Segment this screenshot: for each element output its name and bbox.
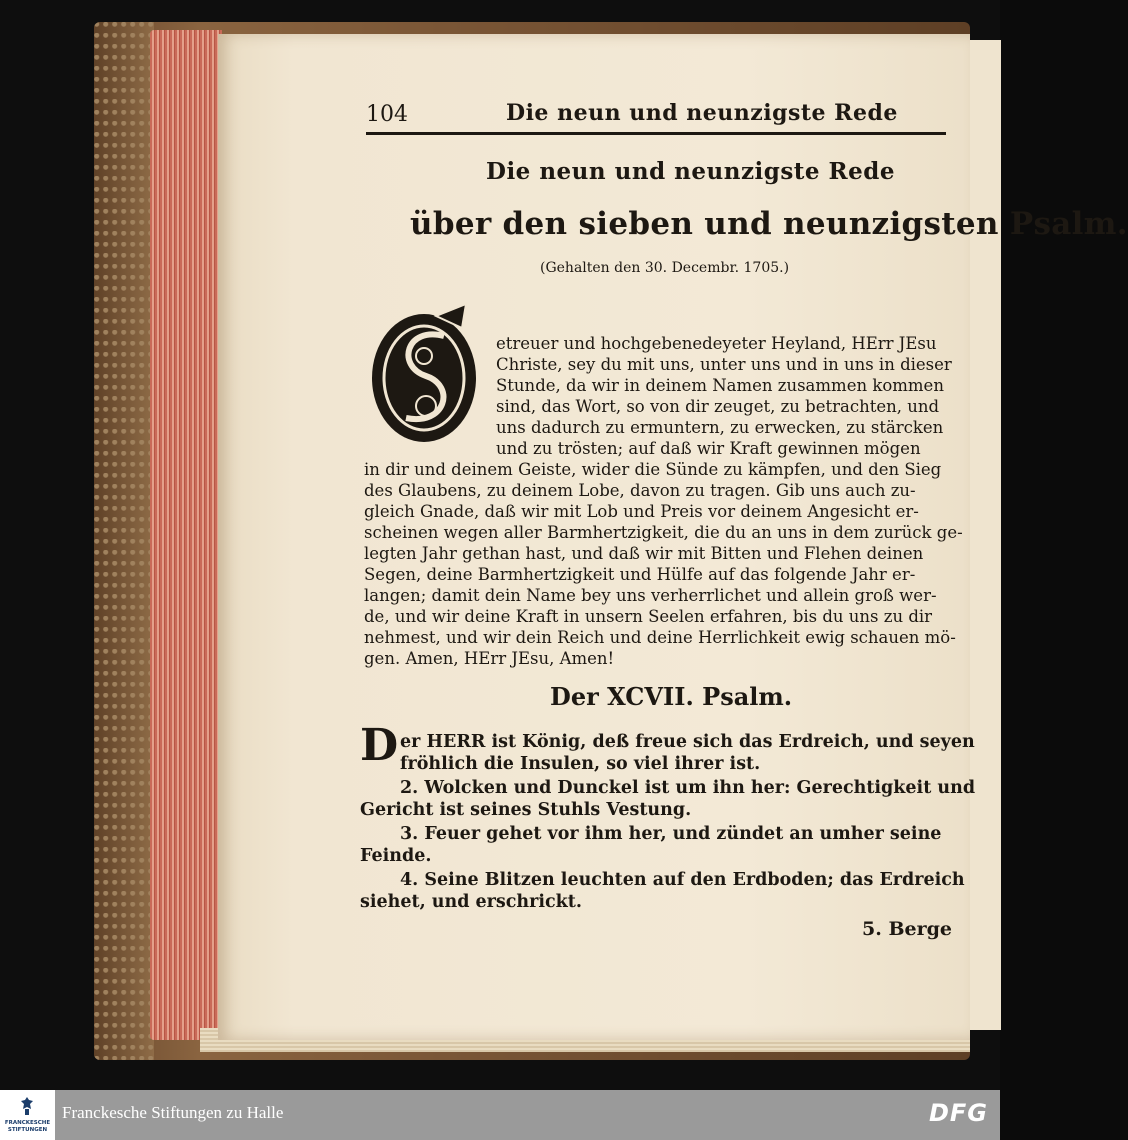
prayer-line: gen. Amen, HErr JEsu, Amen! xyxy=(364,649,615,668)
psalm-line: Feinde. xyxy=(360,846,432,866)
prayer-line: de, und wir deine Kraft in unsern Seelen erfahren, bis du uns zu dir xyxy=(364,607,933,626)
logo-text-line-2: STIFTUNGEN xyxy=(7,1127,48,1133)
prayer-line: Segen, deine Barmhertzigkeit und Hülfe auf das folgende Jahr er- xyxy=(364,565,916,584)
institution-logo[interactable] xyxy=(0,1090,55,1140)
prayer-line: Christe, sey du mit uns, unter uns und in uns in dieser xyxy=(496,355,952,374)
psalm-initial: D xyxy=(360,720,399,771)
logo-text-line-1: FRANCKESCHE xyxy=(4,1120,51,1126)
book-page xyxy=(218,34,1128,1040)
psalm-line: Gericht ist seines Stuhls Vestung. xyxy=(360,800,692,820)
prayer-line: etreuer und hochgebenedeyeter Heyland, HErr JEsu xyxy=(496,334,937,353)
book-spine xyxy=(94,22,154,1060)
psalm-title: Der XCVII. Psalm. xyxy=(550,682,793,711)
dfg-logo[interactable]: DFG xyxy=(928,1099,988,1127)
prayer-line: legten Jahr gethan hast, und daß wir mit Bitten und Flehen deinen xyxy=(364,544,924,563)
page-number: 104 xyxy=(366,102,408,127)
page-block-edges xyxy=(150,30,222,1040)
catchword: 5. Berge xyxy=(862,918,952,940)
prayer-line: sind, das Wort, so von dir zeuget, zu betrachten, und xyxy=(496,397,940,416)
dateline: (Gehalten den 30. Decembr. 1705.) xyxy=(540,260,790,276)
institution-name: Franckesche Stiftungen zu Halle xyxy=(62,1103,284,1122)
prayer-line: gleich Gnade, daß wir mit Lob und Preis vor deinem Angesicht er- xyxy=(364,502,919,521)
prayer-line: und zu trösten; auf daß wir Kraft gewinnen mögen xyxy=(496,439,921,458)
psalm-line: 2. Wolcken und Dunckel ist um ihn her: Gerechtigkeit und xyxy=(400,778,976,798)
header-rule xyxy=(366,132,946,135)
psalm-line: 4. Seine Blitzen leuchten auf den Erdboden; das Erdreich xyxy=(400,870,965,890)
prayer-line: des Glaubens, zu deinem Lobe, davon zu tragen. Gib uns auch zu- xyxy=(364,481,916,500)
psalm-line: siehet, und erschrickt. xyxy=(360,892,582,912)
prayer-line: Stunde, da wir in deinem Namen zusammen kommen xyxy=(496,376,944,395)
chapter-subtitle: über den sieben und neunzigsten Psalm. xyxy=(410,206,1128,242)
footer-bar xyxy=(0,1090,1000,1140)
chapter-title: Die neun und neunzigste Rede xyxy=(486,158,896,185)
prayer-line: uns dadurch zu ermuntern, zu erwecken, zu stärcken xyxy=(496,418,944,437)
prayer-line: scheinen wegen aller Barmhertzigkeit, die du an uns in dem zurück ge- xyxy=(364,523,963,542)
psalm-line: fröhlich die Insulen, so viel ihrer ist. xyxy=(400,754,761,774)
psalm-line: 3. Feuer gehet vor ihm her, und zündet an umher seine xyxy=(400,824,942,844)
running-head: Die neun und neunzigste Rede xyxy=(506,100,898,126)
prayer-line: in dir und deinem Geiste, wider die Sünde zu kämpfen, und den Sieg xyxy=(364,460,942,479)
decorated-initial-icon xyxy=(366,296,486,446)
logo-text xyxy=(2,1120,53,1134)
prayer-line: langen; damit dein Name bey uns verherrlichet und allein groß wer- xyxy=(364,586,937,605)
eagle-emblem-icon xyxy=(20,1097,34,1115)
psalm-line: er HERR ist König, deß freue sich das Erdreich, und seyen xyxy=(400,732,975,752)
prayer-line: nehmest, und wir dein Reich und deine Herrlichkeit ewig schauen mö- xyxy=(364,628,956,647)
